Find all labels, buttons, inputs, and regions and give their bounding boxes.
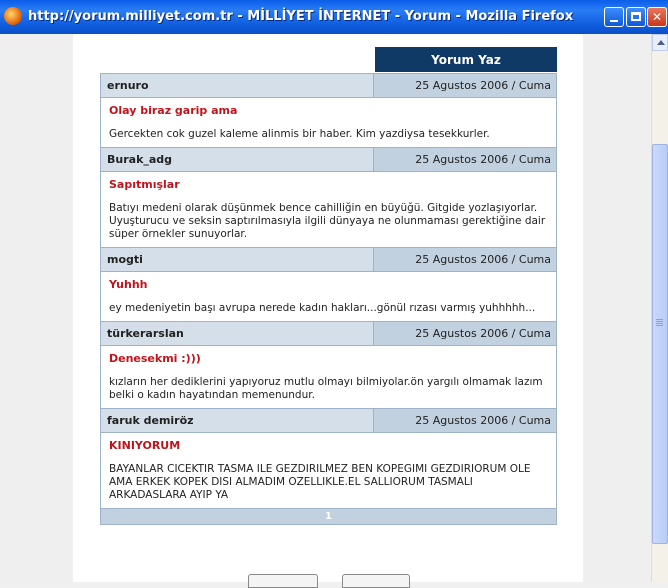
comment-date: 25 Agustos 2006 / Cuma (374, 409, 556, 432)
comment-user: faruk demiröz (101, 409, 374, 432)
comment-body (101, 272, 556, 322)
scroll-grip-icon (656, 319, 663, 320)
comment-user: ernuro (101, 74, 374, 97)
comment-header (101, 74, 556, 98)
comment-body (101, 98, 556, 148)
comment-text: BAYANLAR CICEKTIR TASMA ILE GEZDIRILMEZ BEN KOPEGIMI GEZDIRIORUM OLE AMA ERKEK KOPEK DISI ALMADIM OZELLIKLE.EL SALLIORUM TASMALI ARKADASLARA AYIP YA (109, 463, 531, 501)
comment-title: KINIYORUM (109, 439, 181, 452)
comments-table (100, 73, 557, 525)
comment-header (101, 148, 556, 172)
comment-title: Denesekmi :))) (109, 352, 201, 365)
firefox-icon (4, 7, 22, 25)
close-button[interactable]: ✕ (647, 7, 667, 27)
window-title: http://yorum.milliyet.com.tr - MİLLİYET İNTERNET - Yorum - Mozilla Firefox (28, 9, 574, 24)
comment-title: Yuhhh (109, 278, 148, 291)
comment-title: Sapıtmışlar (109, 178, 180, 191)
bottom-button-left[interactable] (248, 574, 318, 588)
comment-user: Burak_adg (101, 148, 374, 171)
comment-text: ey medeniyetin başı avrupa nerede kadın hakları...gönül rızası varmış yuhhhhh... (109, 302, 536, 314)
scroll-up-button[interactable] (652, 34, 668, 51)
pagination-link[interactable]: 1 (101, 509, 556, 524)
comment-body (101, 433, 556, 509)
window-titlebar[interactable] (0, 0, 668, 34)
comment-date: 25 Agustos 2006 / Cuma (374, 148, 556, 171)
comment-text: kızların her dediklerini yapıyoruz mutlu olmayı bilmiyolar.ön yargılı olmamak lazım belki o kadın hayatından memenundur. (109, 376, 543, 401)
comment-header (101, 409, 556, 433)
comment-header (101, 322, 556, 346)
comment-date: 25 Agustos 2006 / Cuma (374, 248, 556, 271)
comment-text: Batıyı medeni olarak düşünmek bence cahilliğin en büyüğü. Gitgide yozlaşıyorlar. Uyuşturucu ve seksin saptırılmasıyla ilgili dünyaya ne olunmaması gerektiğine dair süper örnekler sunuyorlar. (109, 202, 546, 240)
comment-header (101, 248, 556, 272)
comment-text: Gercekten cok guzel kaleme alinmis bir haber. Kim yazdiysa tesekkurler. (109, 128, 490, 140)
comment-body (101, 346, 556, 409)
comment-date: 25 Agustos 2006 / Cuma (374, 74, 556, 97)
comment-body (101, 172, 556, 248)
comment-date: 25 Agustos 2006 / Cuma (374, 322, 556, 345)
scroll-thumb[interactable] (652, 144, 668, 544)
vertical-scrollbar[interactable] (651, 34, 668, 582)
write-comment-button[interactable]: Yorum Yaz (375, 47, 557, 72)
comment-title: Olay biraz garip ama (109, 104, 238, 117)
comment-user: mogti (101, 248, 374, 271)
comment-user: türkerarslan (101, 322, 374, 345)
bottom-button-right[interactable] (342, 574, 410, 588)
maximize-button[interactable] (626, 7, 646, 27)
minimize-button[interactable] (604, 7, 624, 27)
